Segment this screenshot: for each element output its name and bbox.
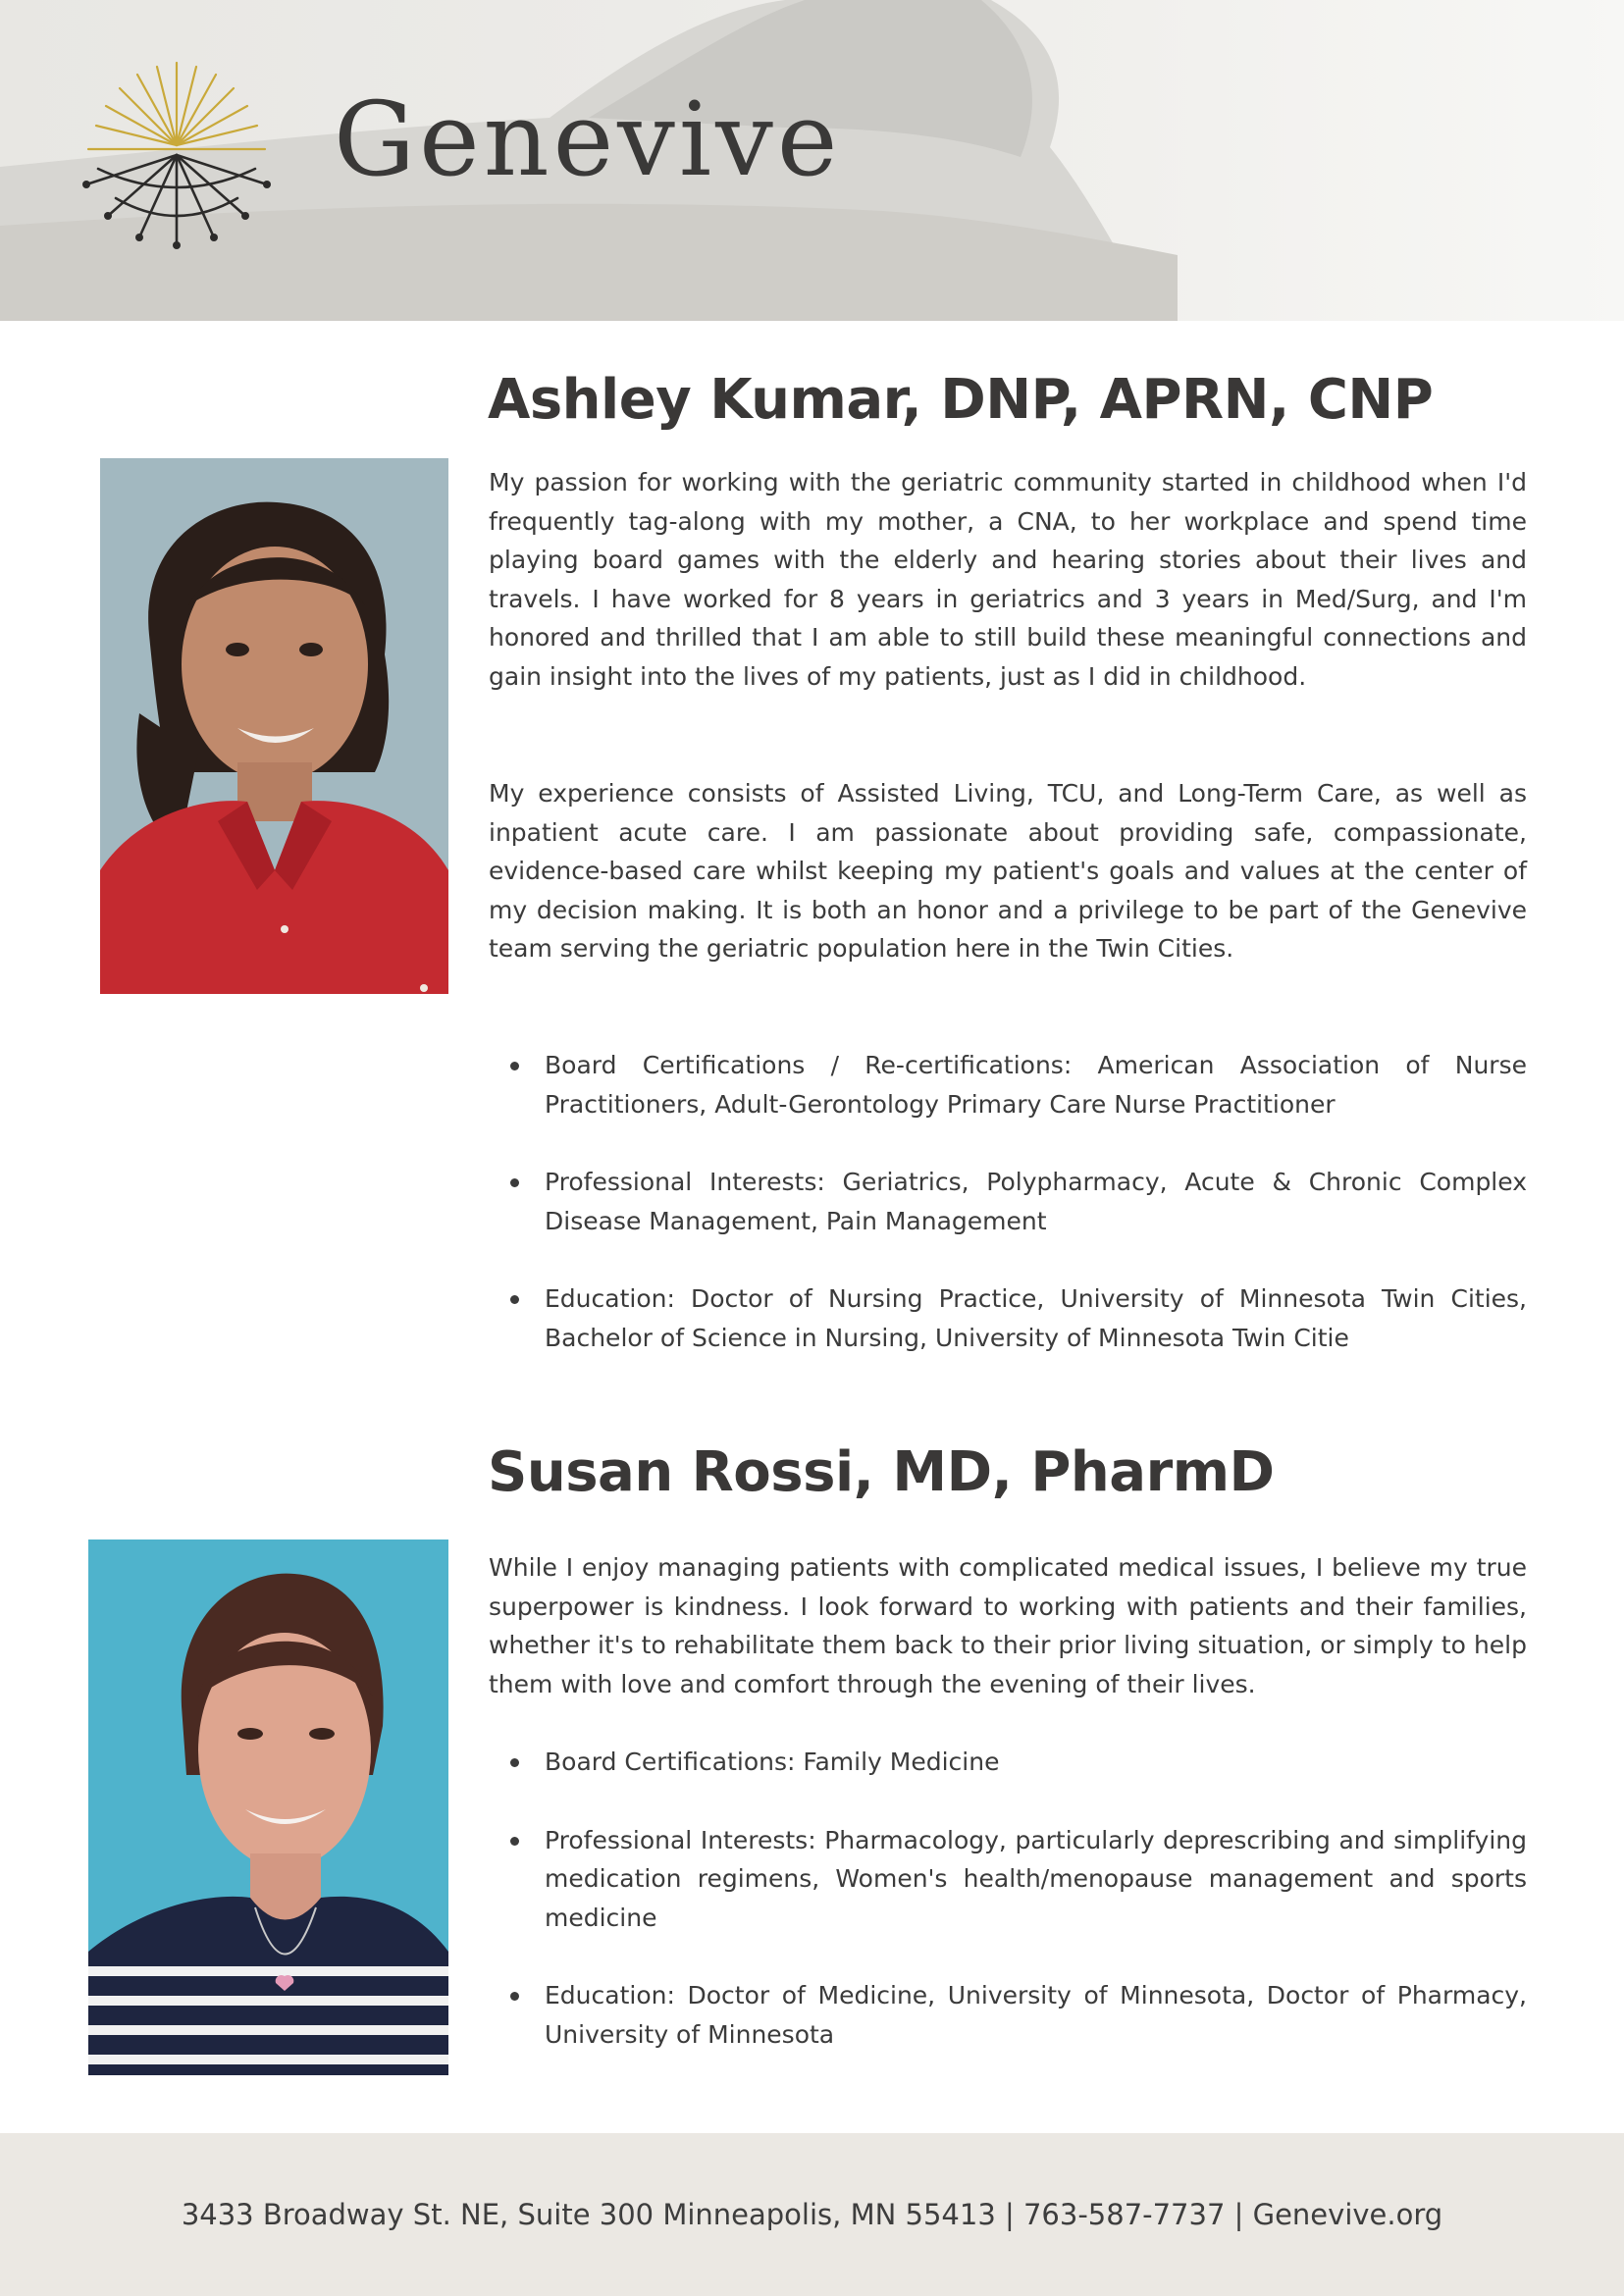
bio-paragraph: My passion for working with the geriatric community started in childhood when I'd frequently tag-along with my mother, a CNA, to her workplace and spend time playing board games with the elderly and hearing stories about their lives and travels. I have worked for 8 years in geriatrics and 3 years in Med/Surg, and I'm honored and thrilled that I am able to still build these meaningful connections and gain insight into the lives of my patients, just as I did in childhood. <box>489 468 1527 691</box>
credentials-list <box>489 1046 1527 1357</box>
brand-wordmark: Genevive <box>334 79 842 199</box>
bullet-icon <box>510 1178 519 1187</box>
list-item: Professional Interests: Pharmacology, particularly deprescribing and simplifying medication regimens, Women's health/menopause management and sports medicine <box>489 1821 1527 1938</box>
profile-photo <box>100 458 448 994</box>
list-item: Education: Doctor of Nursing Practice, University of Minnesota Twin Cities, Bachelor of Science in Nursing, University of Minnesota Twin Citie <box>489 1279 1527 1357</box>
footer-contact-text: 3433 Broadway St. NE, Suite 300 Minneapolis, MN 55413 | 763-587-7737 | Genevive.org <box>181 2198 1443 2231</box>
bio-paragraph: My experience consists of Assisted Living, TCU, and Long-Term Care, as well as inpatient acute care. I am passionate about providing safe, compassionate, evidence-based care whilst keeping my patient's goals and values at the center of my decision making. It is both an honor and a privilege to be part of the Genevive team serving the geriatric population here in the Twin Cities. <box>489 779 1527 963</box>
bullet-icon <box>510 1062 519 1070</box>
header-banner <box>0 0 1624 321</box>
list-item: Board Certifications / Re-certifications: American Association of Nurse Practitioners, Adult-Gerontology Primary Care Nurse Practitioner <box>489 1046 1527 1123</box>
bullet-icon <box>510 1992 519 2001</box>
list-item: Education: Doctor of Medicine, University of Minnesota, Doctor of Pharmacy, University of Minnesota <box>489 1976 1527 2054</box>
bullet-icon <box>510 1295 519 1304</box>
profile-name: Susan Rossi, MD, PharmD <box>488 1440 1275 1504</box>
bio-paragraph: While I enjoy managing patients with complicated medical issues, I believe my true superpower is kindness. I look forward to working with patients and their families, whether it's to rehabilitate them back to their prior living situation, or simply to help them with love and comfort through the evening of their lives. <box>489 1553 1527 1698</box>
profile-name: Ashley Kumar, DNP, APRN, CNP <box>488 368 1434 432</box>
logo-sunburst-icon <box>79 59 275 255</box>
list-item: Professional Interests: Geriatrics, Polypharmacy, Acute & Chronic Complex Disease Management, Pain Management <box>489 1163 1527 1240</box>
profile-photo <box>88 1539 448 2075</box>
footer <box>0 2133 1624 2296</box>
bullet-icon <box>510 1758 519 1767</box>
credentials-list <box>489 1743 1527 2054</box>
bullet-icon <box>510 1837 519 1846</box>
list-item: Board Certifications: Family Medicine <box>489 1743 1527 1782</box>
